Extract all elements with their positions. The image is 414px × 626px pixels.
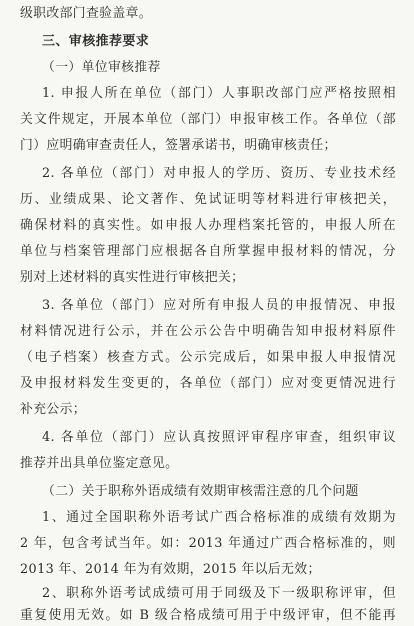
paragraph-line: 2、职称外语考试成绩可用于同级及下一级职称评审，但 bbox=[42, 586, 396, 601]
text-line-prev-tail: 级职改部门查验盖章。 bbox=[20, 6, 152, 21]
paragraph-line: 补充公示； bbox=[20, 402, 86, 417]
paragraph-line: 门）应明确审查责任人，签署承诺书，明确审核责任； bbox=[20, 138, 337, 153]
paragraph-line: 1、通过全国职称外语考试广西合格标准的成绩有效期为 bbox=[42, 510, 396, 525]
paragraph-line: 确保材料的真实性。如申报人办理档案托管的，申报人所在 bbox=[20, 218, 396, 233]
paragraph-line: （电子档案）核查方式。公示完成后，如果申报人申报情况 bbox=[20, 350, 396, 365]
paragraph-line: 4. 各单位（部门）应认真按照评审程序审查，组织审议 bbox=[42, 430, 396, 445]
paragraph-line: 推荐并出具单位鉴定意见。 bbox=[20, 456, 179, 471]
paragraph-line: 1. 申报人所在单位（部门）人事职改部门应严格按照相 bbox=[42, 86, 396, 101]
paragraph-line: 2. 各单位（部门）对申报人的学历、资历、专业技术经 bbox=[42, 166, 396, 181]
paragraph-line: 3. 各单位（部门）应对所有申报人员的申报情况、申报 bbox=[42, 298, 396, 313]
paragraph-line: 2013 年、2014 年为有效期，2015 年以后无效； bbox=[20, 562, 321, 577]
section-heading: 三、审核推荐要求 bbox=[42, 34, 150, 49]
paragraph-line: 单位与档案管理部门应根据各自所掌握申报材料的情况，分 bbox=[20, 244, 396, 259]
paragraph-line: 别对上述材料的真实性进行审核把关； bbox=[20, 270, 245, 285]
paragraph-line: 历、业绩成果、论文著作、免试证明等材料进行审核把关， bbox=[20, 192, 396, 207]
paragraph-line: 及申报材料发生变更的，各单位（部门）应对变更情况进行 bbox=[20, 376, 396, 391]
subsection-heading: （一）单位审核推荐 bbox=[42, 60, 161, 75]
paragraph-line: 材料情况进行公示，并在公示公告中明确告知申报材料原件 bbox=[20, 324, 396, 339]
paragraph-line: 2 年，包含考试当年。如：2013 年通过广西合格标准的，则 bbox=[20, 536, 396, 551]
subsection-heading: （二）关于职称外语成绩有效期审核需注意的几个问题 bbox=[42, 484, 359, 499]
paragraph-line: 关文件规定，开展本单位（部门）申报审核工作。各单位（部 bbox=[20, 112, 396, 127]
paragraph-line: 重复使用无效。如 B 级合格成绩可用于中级评审，但不能再 bbox=[20, 608, 396, 623]
